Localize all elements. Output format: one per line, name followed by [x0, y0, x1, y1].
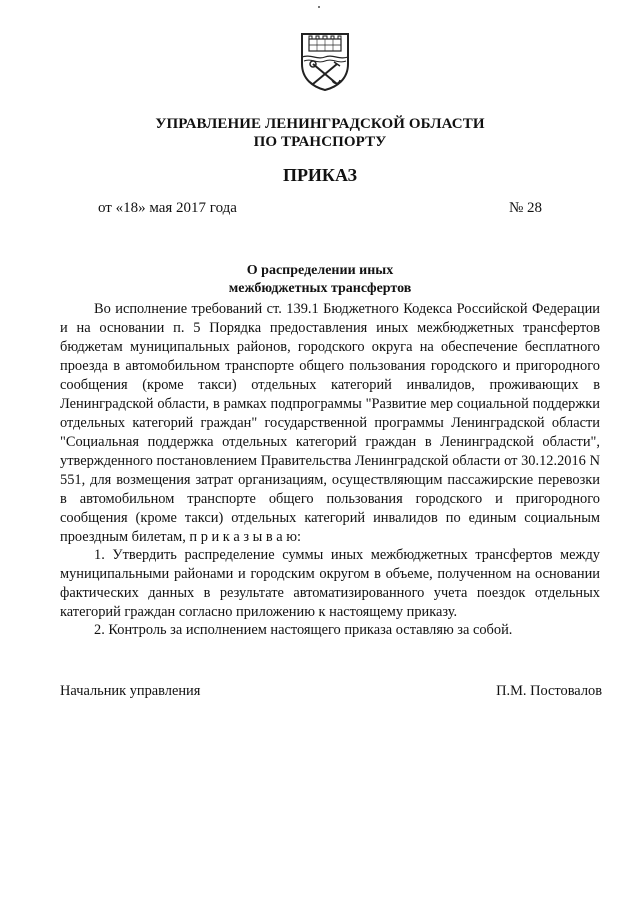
document-title: ПРИКАЗ [282, 165, 358, 185]
signatory-position: Начальник управления [60, 683, 201, 699]
organization-name-line-2: ПО ТРАНСПОРТУ [253, 134, 387, 150]
order-item-2: 2. Контроль за исполнением настоящего приказа оставляю за собой. [94, 622, 513, 638]
preamble-paragraph: Во исполнение требований ст. 139.1 Бюджетного Кодекса Российской Федерации и на основании п. 5 Порядка предоставления иных межбюджетных трансфертов бюджетам муниципальных районов, городского округа на обеспечение бесплатного проезда в автомобильном транспорте общего пользования городского и пригородного сообщения (кроме такси) отдельных категорий инвалидов, проживающих в Ленинградской области, в рамках подпрограммы "Развитие мер социальной поддержки отдельных категорий граждан" государственной программы Ленинградской области "Социальная поддержка отдельных категорий граждан в Ленинградской области", утвержденного постановлением Правительства Ленинградской области от 30.12.2016 N 551, для возмещения затрат организациям, осуществляющим пассажирские перевозки в автомобильном транспорте общего пользования городского и пригородного сообщения (кроме такси) отдельных категорий инвалидов по единым социальным проездным билетам, п р и к а з ы в а ю: [60, 301, 600, 545]
subject-line-1: О распределении иных [246, 263, 394, 278]
scan-dot [318, 6, 320, 8]
signatory-name: П.М. Постовалов [496, 683, 602, 699]
document-date: от «18» мая 2017 года [98, 200, 237, 216]
subject-line-2: межбюджетных трансфертов [228, 281, 412, 296]
order-item-1: 1. Утвердить распределение суммы иных межбюджетных трансфертов между муниципальными районами и городским округом в объеме, полученном на основании фактических данных в результате автоматизированного учета поездок отдельных категорий граждан согласно приложению к настоящему приказу. [60, 547, 600, 620]
coat-of-arms-icon [298, 30, 352, 92]
organization-name-line-1: УПРАВЛЕНИЕ ЛЕНИНГРАДСКОЙ ОБЛАСТИ [155, 116, 485, 132]
document-number: № 28 [508, 200, 542, 216]
